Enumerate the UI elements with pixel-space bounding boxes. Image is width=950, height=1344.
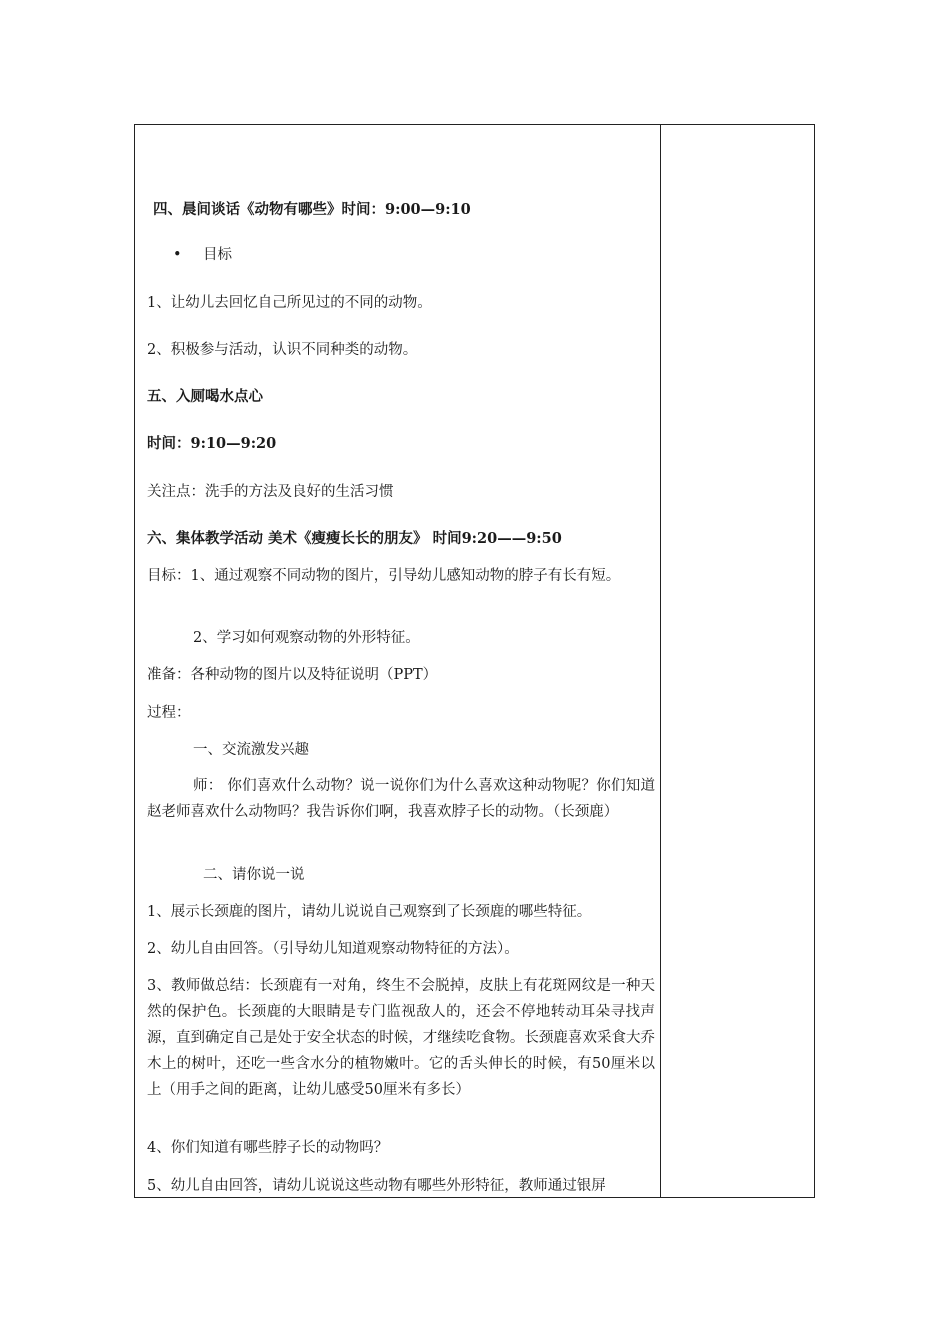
- step2-item-1: 1、展示长颈鹿的图片，请幼儿说说自己观察到了长颈鹿的哪些特征。: [147, 904, 592, 920]
- lesson-content-cell: [135, 125, 661, 1197]
- section6-prep: 准备：各种动物的图片以及特征说明（PPT）: [147, 667, 438, 683]
- section5-focus: 关注点：洗手的方法及良好的生活习惯: [147, 484, 394, 500]
- section5-title: 五、入厕喝水点心: [147, 388, 263, 405]
- section4-goal-heading: 目标: [203, 247, 232, 263]
- section6-process: 过程：: [147, 705, 191, 721]
- step1-text: 师： 你们喜欢什么动物？说一说你们为什么喜欢这种动物呢？你们知道赵老师喜欢什么动物吗？我告诉你们啊，我喜欢脖子长的动物。（长颈鹿）: [147, 778, 655, 820]
- step2-item-5: 5、幼儿自由回答，请幼儿说说这些动物有哪些外形特征，教师通过银屏: [147, 1178, 606, 1194]
- section4-goal-2: 2、积极参与活动，认识不同种类的动物。: [147, 342, 418, 358]
- section4-goal-1: 1、让幼儿去回忆自己所见过的不同的动物。: [147, 295, 432, 311]
- section4-goal-heading-row: [173, 242, 681, 268]
- step2-title: 二、请你说一说: [203, 867, 305, 883]
- bullet-dot-icon: •: [173, 247, 182, 263]
- step2-item-2: 2、幼儿自由回答。（引导幼儿知道观察动物特征的方法）。: [147, 941, 519, 957]
- section5-time: 时间：9:10—9:20: [147, 435, 277, 452]
- section6-goal-1: 目标：1、通过观察不同动物的图片，引导幼儿感知动物的脖子有长有短。: [147, 568, 621, 584]
- section6-goal-2: 2、学习如何观察动物的外形特征。: [193, 630, 420, 646]
- section4-title: 四、晨间谈话《动物有哪些》时间：9:00—9:10: [153, 201, 471, 218]
- step2-item-4: 4、你们知道有哪些脖子长的动物吗？: [147, 1140, 389, 1156]
- step1-title: 一、交流激发兴趣: [193, 742, 309, 758]
- notes-cell: [661, 125, 814, 1197]
- step2-item-3: 3、教师做总结：长颈鹿有一对角，终生不会脱掉，皮肤上有花斑网纹是一种天然的保护色。长颈鹿的大眼睛是专门监视敌人的，还会不停地转动耳朵寻找声源，直到确定自己是处于安全状态的时候，才继续吃食物。长颈鹿喜欢采食大乔木上的树叶，还吃一些含水分的植物嫩叶。它的舌头伸长的时候，有50厘米以上（用手之间的距离，让幼儿感受50厘米有多长）: [147, 978, 655, 1098]
- lesson-plan-table: [134, 124, 815, 1198]
- section6-title: 六、集体教学活动 美术《瘦瘦长长的朋友》 时间9:20——9:50: [147, 530, 562, 547]
